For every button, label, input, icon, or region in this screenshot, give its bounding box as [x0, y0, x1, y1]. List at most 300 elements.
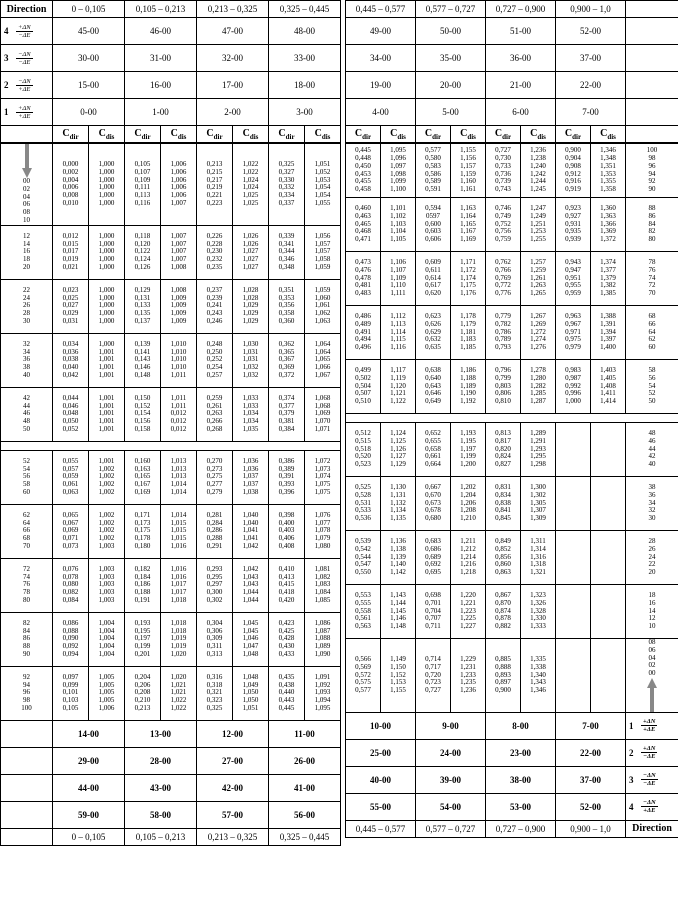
range-footer: 0,900 – 1,0 [556, 820, 626, 837]
c-dir-values: 0,796 0,799 0,803 0,806 0,810 [486, 360, 521, 414]
angle-value: 7-00 [556, 712, 626, 739]
c-dir-values: 0,460 0,463 0,465 0,468 0,471 [346, 198, 381, 252]
angle-column [1, 558, 53, 612]
angle-value: 14-00 [53, 720, 125, 747]
c-dis-values: 1,178 1,179 1,181 1,183 1,185 [451, 306, 486, 360]
c-dir-values: 0,139 0,141 0,143 0,146 0,148 [125, 333, 161, 387]
angle-values: 32 34 36 38 40 [23, 339, 30, 379]
angle-value: 30-00 [53, 45, 125, 72]
c-dis-values: 1,004 1,004 1,004 1,004 1,004 [89, 612, 125, 666]
c-dir-values: 0,831 0,834 0,838 0,841 0,845 [486, 477, 521, 531]
angle-value: 55-00 [346, 793, 416, 820]
coefficient-header [416, 126, 451, 144]
c-dis-values: 1,124 1,125 1,126 1,127 1,129 [381, 423, 416, 477]
angle-value: 13-00 [125, 720, 197, 747]
angle-column [1, 504, 53, 558]
angle-value: 49-00 [346, 18, 416, 45]
sign-denominator: +ΔE [643, 807, 656, 815]
angle-column [1, 143, 53, 225]
c-dis-values [591, 585, 626, 639]
c-dis-values: 1,001 1,002 1,002 1,002 1,002 [89, 450, 125, 504]
quadrant-sign [16, 51, 33, 66]
angle-column [626, 360, 678, 414]
range-footer: 0,577 – 0,727 [416, 820, 486, 837]
c-dis-values: 1,007 1,007 1,007 1,007 1,008 [161, 225, 197, 279]
angle-value: 41-00 [269, 774, 341, 801]
quadrant-number: 1 [4, 107, 9, 117]
sign-denominator: +ΔE [18, 85, 31, 93]
c-dis-values [591, 531, 626, 585]
c-dir-values: 0,055 0,057 0,059 0,061 0,063 [53, 450, 89, 504]
c-dis-values: 1,193 1,195 1,197 1,199 1,200 [451, 423, 486, 477]
angle-value: 40-00 [346, 766, 416, 793]
c-dir-values: 0,339 0,341 0,344 0,346 0,348 [269, 225, 305, 279]
c-dis-values: 1,236 1,238 1,240 1,242 1,244 1,245 [521, 143, 556, 198]
c-dir-values: 0,813 0,817 0,820 0,824 0,827 [486, 423, 521, 477]
angle-values: 92 94 96 98 100 [21, 672, 32, 712]
c-dis-values: 1,163 1,164 1,165 1,167 1,169 [451, 198, 486, 252]
c-dir-values: 0,118 0,120 0,122 0,124 0,126 [125, 225, 161, 279]
c-dir-values: 0,423 0,425 0,428 0,430 0,433 [269, 612, 305, 666]
c-dis-values: 1,289 1,291 1,293 1,295 1,298 [521, 423, 556, 477]
quadrant-number: 2 [4, 80, 9, 90]
quadrant-sign [641, 718, 657, 733]
c-dis-values: 1,278 1,280 1,282 1,285 1,287 [521, 360, 556, 414]
range-footer: 0,325 – 0,445 [269, 828, 341, 845]
angle-value: 27-00 [197, 747, 269, 774]
c-dir-values: 0,034 0,036 0,038 0,040 0,042 [53, 333, 89, 387]
angle-values: 82 84 86 88 90 [23, 618, 30, 658]
angle-value: 1-00 [125, 99, 197, 126]
c-dis-values: 1,335 1,338 1,340 1,343 1,346 [521, 639, 556, 713]
blank-cell [1, 720, 53, 747]
coefficient-header [556, 126, 591, 144]
quadrant-label [626, 712, 678, 739]
quadrant-number: 3 [629, 774, 634, 785]
coefficient-subscript: dis [607, 132, 616, 141]
c-dir-values: 0,525 0,528 0,531 0,533 0,536 [346, 477, 381, 531]
range-header: 0,213 – 0,325 [197, 1, 269, 18]
angle-column [626, 639, 678, 713]
coefficient-header [521, 126, 556, 144]
angle-value: 24-00 [416, 739, 486, 766]
c-dir-values: 0,182 0,184 0,186 0,188 0,191 [125, 558, 161, 612]
coefficient-header [451, 126, 486, 144]
c-dis-values: 1,014 1,015 1,015 1,015 1,016 [161, 504, 197, 558]
angle-values: 28 26 24 22 20 [648, 537, 656, 577]
c-dis-values: 1,076 1,077 1,078 1,079 1,080 [305, 504, 341, 558]
c-dir-values: 0,237 0,239 0,241 0,243 0,246 [197, 279, 233, 333]
coefficient-subscript: dis [177, 132, 187, 141]
angle-values: 00 02 04 06 08 10 [23, 177, 30, 224]
c-dis-values: 1,171 1,172 1,174 1,175 1,176 [451, 252, 486, 306]
angle-value: 22-00 [556, 72, 626, 99]
coefficient-symbol: C [62, 127, 70, 139]
c-dir-values: 0,849 0,852 0,856 0,860 0,863 [486, 531, 521, 585]
quadrant-sign [641, 799, 658, 814]
angle-value: 52-00 [556, 18, 626, 45]
c-dir-values: 0,044 0,046 0,048 0,050 0,052 [53, 387, 89, 441]
angle-value: 39-00 [416, 766, 486, 793]
blank-cell [626, 126, 678, 144]
c-dis-values: 1,018 1,018 1,019 1,019 1,020 [161, 612, 197, 666]
angle-value: 36-00 [486, 45, 556, 72]
c-dir-values: 0,746 0,749 0,752 0,756 0,759 [486, 198, 521, 252]
c-dis-values [591, 423, 626, 477]
separator [346, 414, 678, 423]
c-dir-values: 0,900 0,904 0,908 0,912 0,916 0,919 [556, 143, 591, 198]
sign-numerator: −ΔN [18, 77, 31, 85]
c-dir-values: 0,553 0,555 0,558 0,561 0,563 [346, 585, 381, 639]
c-dir-values: 0,885 0,888 0,893 0,897 0,900 [486, 639, 521, 713]
angle-value: 25-00 [346, 739, 416, 766]
angle-value: 3-00 [269, 99, 341, 126]
blank-cell [1, 126, 53, 144]
c-dir-values: 0,129 0,131 0,133 0,135 0,137 [125, 279, 161, 333]
c-dis-values: 1,008 1,009 1,009 1,009 1,009 [161, 279, 197, 333]
c-dis-values: 1,016 1,016 1,017 1,017 1,018 [161, 558, 197, 612]
angle-values: 88 86 84 82 80 [648, 204, 656, 244]
sign-denominator: −ΔE [643, 780, 656, 788]
angle-values: 12 14 16 18 20 [23, 231, 30, 271]
c-dis-values: 1,106 1,107 1,109 1,110 1,111 [381, 252, 416, 306]
coefficient-header [346, 126, 381, 144]
c-dir-values: 0,410 0,413 0,415 0,418 0,420 [269, 558, 305, 612]
c-dir-values [556, 531, 591, 585]
angle-value: 47-00 [197, 18, 269, 45]
c-dir-values: 0,638 0,640 0,643 0,646 0,649 [416, 360, 451, 414]
angle-column [626, 423, 678, 477]
angle-value: 10-00 [346, 712, 416, 739]
coefficient-subscript: dir [432, 132, 442, 141]
angle-value: 45-00 [53, 18, 125, 45]
c-dir-values: 0,943 0,947 0,951 0,955 0,959 [556, 252, 591, 306]
c-dir-values: 0,386 0,389 0,391 0,393 0,396 [269, 450, 305, 504]
angle-value: 50-00 [416, 18, 486, 45]
c-dir-values: 0,076 0,078 0,080 0,082 0,084 [53, 558, 89, 612]
coefficient-header [233, 126, 269, 144]
quadrant-number: 3 [4, 53, 9, 63]
quadrant-sign [16, 105, 33, 120]
angle-column [626, 252, 678, 306]
sign-denominator: −ΔE [18, 31, 31, 39]
angle-values: 48 46 44 42 40 [648, 429, 656, 469]
angle-values: 42 44 46 48 50 [23, 393, 30, 433]
c-dis-values: 1,002 1,002 1,002 1,002 1,003 [89, 504, 125, 558]
c-dis-values: 1,030 1,031 1,031 1,032 1,032 [233, 333, 269, 387]
c-dis-values: 1,155 1,156 1,157 1,159 1,160 1,161 [451, 143, 486, 198]
c-dir-values: 0,623 0,626 0,629 0,632 0,635 [416, 306, 451, 360]
quadrant-label [626, 739, 678, 766]
sign-denominator: −ΔE [18, 58, 31, 66]
coefficient-symbol: C [564, 127, 573, 139]
c-dir-values: 0,316 0,318 0,321 0,323 0,325 [197, 666, 233, 720]
arrow-down-icon [22, 144, 32, 178]
c-dir-values: 0,539 0,542 0,544 0,547 0,550 [346, 531, 381, 585]
coefficient-header [305, 126, 341, 144]
quadrant-number: 2 [629, 747, 634, 758]
c-dis-values: 1,042 1,043 1,043 1,044 1,044 [233, 558, 269, 612]
coefficient-symbol: C [98, 127, 106, 139]
c-dir-values [556, 423, 591, 477]
coefficient-symbol: C [530, 127, 538, 139]
quadrant-sign [641, 772, 658, 787]
coefficient-header [269, 126, 305, 144]
c-dir-values: 0,270 0,273 0,275 0,277 0,279 [197, 450, 233, 504]
coefficient-symbol: C [242, 127, 250, 139]
angle-values: 38 36 34 32 30 [648, 483, 656, 523]
coefficient-subscript: dir [285, 132, 295, 141]
angle-column [1, 333, 53, 387]
c-dis-values: 1,051 1,052 1,053 1,054 1,054 1,055 [305, 143, 341, 225]
c-dis-values: 1,267 1,269 1,272 1,274 1,276 [521, 306, 556, 360]
c-dir-values: 0,486 0,489 0,491 0,494 0,496 [346, 306, 381, 360]
c-dis-values: 1,000 1,000 1,000 1,000 1,000 1,000 [89, 143, 125, 225]
c-dir-values: 0,652 0,655 0,658 0,661 0,664 [416, 423, 451, 477]
c-dir-values: 0,351 0,353 0,356 0,358 0,360 [269, 279, 305, 333]
c-dis-values: 1,059 1,060 1,061 1,062 1,063 [305, 279, 341, 333]
blank-cell [1, 801, 53, 828]
c-dis-values: 1,013 1,013 1,013 1,014 1,014 [161, 450, 197, 504]
c-dis-values: 1,064 1,064 1,065 1,066 1,067 [305, 333, 341, 387]
c-dir-values: 0,566 0,569 0,572 0,575 0,577 [346, 639, 381, 713]
range-footer: 0,445 – 0,577 [346, 820, 416, 837]
c-dir-values: 0,374 0,377 0,379 0,381 0,384 [269, 387, 305, 441]
blank-cell [1, 828, 53, 845]
sign-numerator: +ΔN [18, 104, 31, 112]
sign-numerator: +ΔN [643, 718, 656, 726]
c-dir-values: 0,023 0,025 0,027 0,029 0,031 [53, 279, 89, 333]
c-dir-values: 0,435 0,438 0,440 0,443 0,445 [269, 666, 305, 720]
c-dis-values: 1,388 1,391 1,394 1,397 1,400 [591, 306, 626, 360]
c-dis-values: 1,149 1,150 1,152 1,153 1,155 [381, 639, 416, 713]
c-dir-values: 0,983 0,987 0,992 0,996 1,000 [556, 360, 591, 414]
quadrant-label [1, 45, 53, 72]
c-dir-values: 0,259 0,261 0,263 0,266 0,268 [197, 387, 233, 441]
angle-values: 08 06 04 02 00 [648, 638, 656, 678]
angle-values: 58 56 54 52 50 [648, 366, 656, 406]
angle-value: 0-00 [53, 99, 125, 126]
angle-column [626, 198, 678, 252]
angle-value: 17-00 [197, 72, 269, 99]
angle-values: 22 24 26 28 30 [23, 285, 30, 325]
angle-value: 38-00 [486, 766, 556, 793]
angle-column [626, 531, 678, 585]
c-dis-values: 1,020 1,021 1,021 1,022 1,022 [161, 666, 197, 720]
coefficient-header [197, 126, 233, 144]
c-dir-values: 0,362 0,365 0,367 0,369 0,372 [269, 333, 305, 387]
c-dir-values: 0,867 0,870 0,874 0,878 0,882 [486, 585, 521, 639]
range-footer: 0,105 – 0,213 [125, 828, 197, 845]
angle-value: 56-00 [269, 801, 341, 828]
c-dir-values: 0,226 0,228 0,230 0,232 0,235 [197, 225, 233, 279]
c-dir-values: 0,714 0,717 0,720 0,723 0,727 [416, 639, 451, 713]
coefficient-header [161, 126, 197, 144]
angle-value: 12-00 [197, 720, 269, 747]
c-dis-values: 1,311 1,314 1,316 1,318 1,321 [521, 531, 556, 585]
c-dir-values [556, 477, 591, 531]
c-dir-values: 0,473 0,476 0,478 0,481 0,483 [346, 252, 381, 306]
c-dir-values: 0,667 0,670 0,673 0,678 0,680 [416, 477, 451, 531]
sign-denominator: −ΔE [643, 753, 656, 761]
c-dir-values: 0,727 0,730 0,733 0,736 0,739 0,743 [486, 143, 521, 198]
angle-value: 54-00 [416, 793, 486, 820]
angle-value: 28-00 [125, 747, 197, 774]
angle-column [626, 143, 678, 198]
c-dis-values: 1,001 1,001 1,001 1,001 1,001 [89, 387, 125, 441]
angle-values: 78 76 74 72 70 [648, 258, 656, 298]
angle-value: 35-00 [416, 45, 486, 72]
coefficient-subscript: dis [249, 132, 259, 141]
range-header: 0,105 – 0,213 [125, 1, 197, 18]
c-dir-values: 0,609 0,611 0,614 0,617 0,620 [416, 252, 451, 306]
angle-value: 37-00 [556, 45, 626, 72]
c-dis-values: 1,143 1,144 1,145 1,146 1,148 [381, 585, 416, 639]
c-dir-values: 0,762 0,766 0,769 0,772 0,776 [486, 252, 521, 306]
angle-value: 59-00 [53, 801, 125, 828]
angle-value: 4-00 [346, 99, 416, 126]
angle-value: 26-00 [269, 747, 341, 774]
sign-denominator: +ΔE [643, 726, 656, 734]
c-dis-values: 1,091 1,092 1,093 1,094 1,095 [305, 666, 341, 720]
quadrant-label [1, 72, 53, 99]
coefficient-header [53, 126, 89, 144]
c-dir-values: 0,779 0,782 0,786 0,789 0,793 [486, 306, 521, 360]
angle-value: 42-00 [197, 774, 269, 801]
coefficient-symbol: C [600, 127, 608, 139]
c-dir-values: 0,000 0,002 0,004 0,006 0,008 0,010 [53, 143, 89, 225]
c-dir-values [556, 585, 591, 639]
coefficient-header [89, 126, 125, 144]
c-dis-values: 1,010 1,010 1,010 1,010 1,011 [161, 333, 197, 387]
angle-value: 11-00 [269, 720, 341, 747]
c-dis-values: 1,247 1,249 1,251 1,253 1,255 [521, 198, 556, 252]
angle-value: 58-00 [125, 801, 197, 828]
angle-value: 31-00 [125, 45, 197, 72]
c-dis-values: 1,346 1,348 1,351 1,353 1,355 1,358 [591, 143, 626, 198]
c-dis-values: 1,003 1,003 1,003 1,003 1,003 [89, 558, 125, 612]
c-dis-values: 1,360 1,363 1,366 1,369 1,372 [591, 198, 626, 252]
c-dis-values: 1,257 1,259 1,261 1,263 1,265 [521, 252, 556, 306]
c-dir-values: 0,213 0,215 0,217 0,219 0,221 0,223 [197, 143, 233, 225]
range-header: 0,445 – 0,577 [346, 1, 416, 18]
c-dis-values: 1,095 1,096 1,097 1,098 1,099 1,100 [381, 143, 416, 198]
angle-column [1, 450, 53, 504]
angle-value: 7-00 [556, 99, 626, 126]
c-dir-values: 0,398 0,400 0,403 0,406 0,408 [269, 504, 305, 558]
angle-value: 29-00 [53, 747, 125, 774]
c-dis-values: 1,022 1,022 1,024 1,024 1,025 1,025 [233, 143, 269, 225]
c-dir-values: 0,594 0597 0,600 0,603 0,606 [416, 198, 451, 252]
angle-value: 32-00 [197, 45, 269, 72]
c-dis-values: 1,186 1,188 1,189 1,190 1,192 [451, 360, 486, 414]
coefficient-header [381, 126, 416, 144]
c-dis-values: 1,045 1,045 1,046 1,047 1,048 [233, 612, 269, 666]
angle-value: 21-00 [486, 72, 556, 99]
range-header: 0,900 – 1,0 [556, 1, 626, 18]
coefficient-symbol: C [460, 127, 468, 139]
range-header: 0,577 – 0,727 [416, 1, 486, 18]
range-header: 0,325 – 0,445 [269, 1, 341, 18]
quadrant-sign [16, 24, 33, 39]
c-dir-values [556, 639, 591, 713]
blank-header [626, 1, 678, 18]
coefficient-header [486, 126, 521, 144]
c-dis-values: 1,081 1,082 1,083 1,084 1,085 [305, 558, 341, 612]
coefficient-subscript: dis [397, 132, 406, 141]
coefficient-subscript: dis [537, 132, 546, 141]
coefficient-header [591, 126, 626, 144]
angle-value: 2-00 [197, 99, 269, 126]
angle-values: 100 98 96 94 92 90 [646, 146, 658, 194]
quadrant-label [626, 766, 678, 793]
coefficient-symbol: C [206, 127, 214, 139]
c-dir-values: 0,065 0,067 0,069 0,071 0,073 [53, 504, 89, 558]
angle-column [1, 666, 53, 720]
angle-column [1, 387, 53, 441]
blank-cell [1, 774, 53, 801]
c-dis-values: 1,005 1,005 1,005 1,005 1,006 [89, 666, 125, 720]
c-dis-values: 1,136 1,138 1,139 1,140 1,142 [381, 531, 416, 585]
c-dis-values: 1,072 1,073 1,074 1,075 1,075 [305, 450, 341, 504]
c-dir-values: 0,281 0,284 0,286 0,288 0,291 [197, 504, 233, 558]
c-dir-values: 0,248 0,250 0,252 0,254 0,257 [197, 333, 233, 387]
right-table [345, 0, 678, 838]
c-dis-values: 1,048 1,049 1,050 1,050 1,051 [233, 666, 269, 720]
angle-value: 48-00 [269, 18, 341, 45]
coefficient-symbol: C [494, 127, 503, 139]
quadrant-sign [641, 745, 657, 760]
angle-value: 51-00 [486, 18, 556, 45]
coefficient-subscript: dir [141, 132, 151, 141]
c-dir-values: 0,963 0,967 0,971 0,975 0,979 [556, 306, 591, 360]
quadrant-number: 1 [629, 720, 634, 731]
c-dis-values: 1,229 1,231 1,233 1,235 1,236 [451, 639, 486, 713]
coefficient-subscript: dir [69, 132, 79, 141]
angle-value: 9-00 [416, 712, 486, 739]
angle-value: 33-00 [269, 45, 341, 72]
coefficient-subscript: dir [213, 132, 223, 141]
angle-values: 18 16 14 12 10 [648, 591, 656, 631]
angle-value: 53-00 [486, 793, 556, 820]
blank-cell [626, 72, 678, 99]
c-dis-values: 1,068 1,068 1,069 1,070 1,071 [305, 387, 341, 441]
sign-denominator: +ΔE [18, 112, 31, 120]
c-dir-values: 0,304 0,306 0,309 0,311 0,313 [197, 612, 233, 666]
coefficient-symbol: C [278, 127, 286, 139]
c-dir-values: 0,577 0,580 0,583 0,586 0,589 0,591 [416, 143, 451, 198]
c-dir-values: 0,193 0,195 0,197 0,199 0,201 [125, 612, 161, 666]
c-dir-values: 0,499 0,502 0,504 0,507 0,510 [346, 360, 381, 414]
angle-value: 34-00 [346, 45, 416, 72]
c-dir-values: 0,160 0,163 0,165 0,167 0,169 [125, 450, 161, 504]
sign-numerator: −ΔN [18, 50, 31, 58]
angle-value: 19-00 [346, 72, 416, 99]
c-dir-values: 0,086 0,088 0,090 0,092 0,094 [53, 612, 89, 666]
c-dir-values: 0,204 0,206 0,208 0,210 0,213 [125, 666, 161, 720]
coefficient-symbol: C [314, 127, 322, 139]
c-dis-values: 1,006 1,006 1,006 1,006 1,006 1,007 [161, 143, 197, 225]
angle-value: 6-00 [486, 99, 556, 126]
angle-column [1, 279, 53, 333]
angle-column [626, 585, 678, 639]
coefficient-symbol: C [354, 127, 363, 139]
coefficient-subscript: dir [362, 132, 372, 141]
c-dis-values: 1,403 1,405 1,408 1,411 1,414 [591, 360, 626, 414]
angle-value: 37-00 [556, 766, 626, 793]
blank-cell [626, 18, 678, 45]
angle-value: 52-00 [556, 793, 626, 820]
